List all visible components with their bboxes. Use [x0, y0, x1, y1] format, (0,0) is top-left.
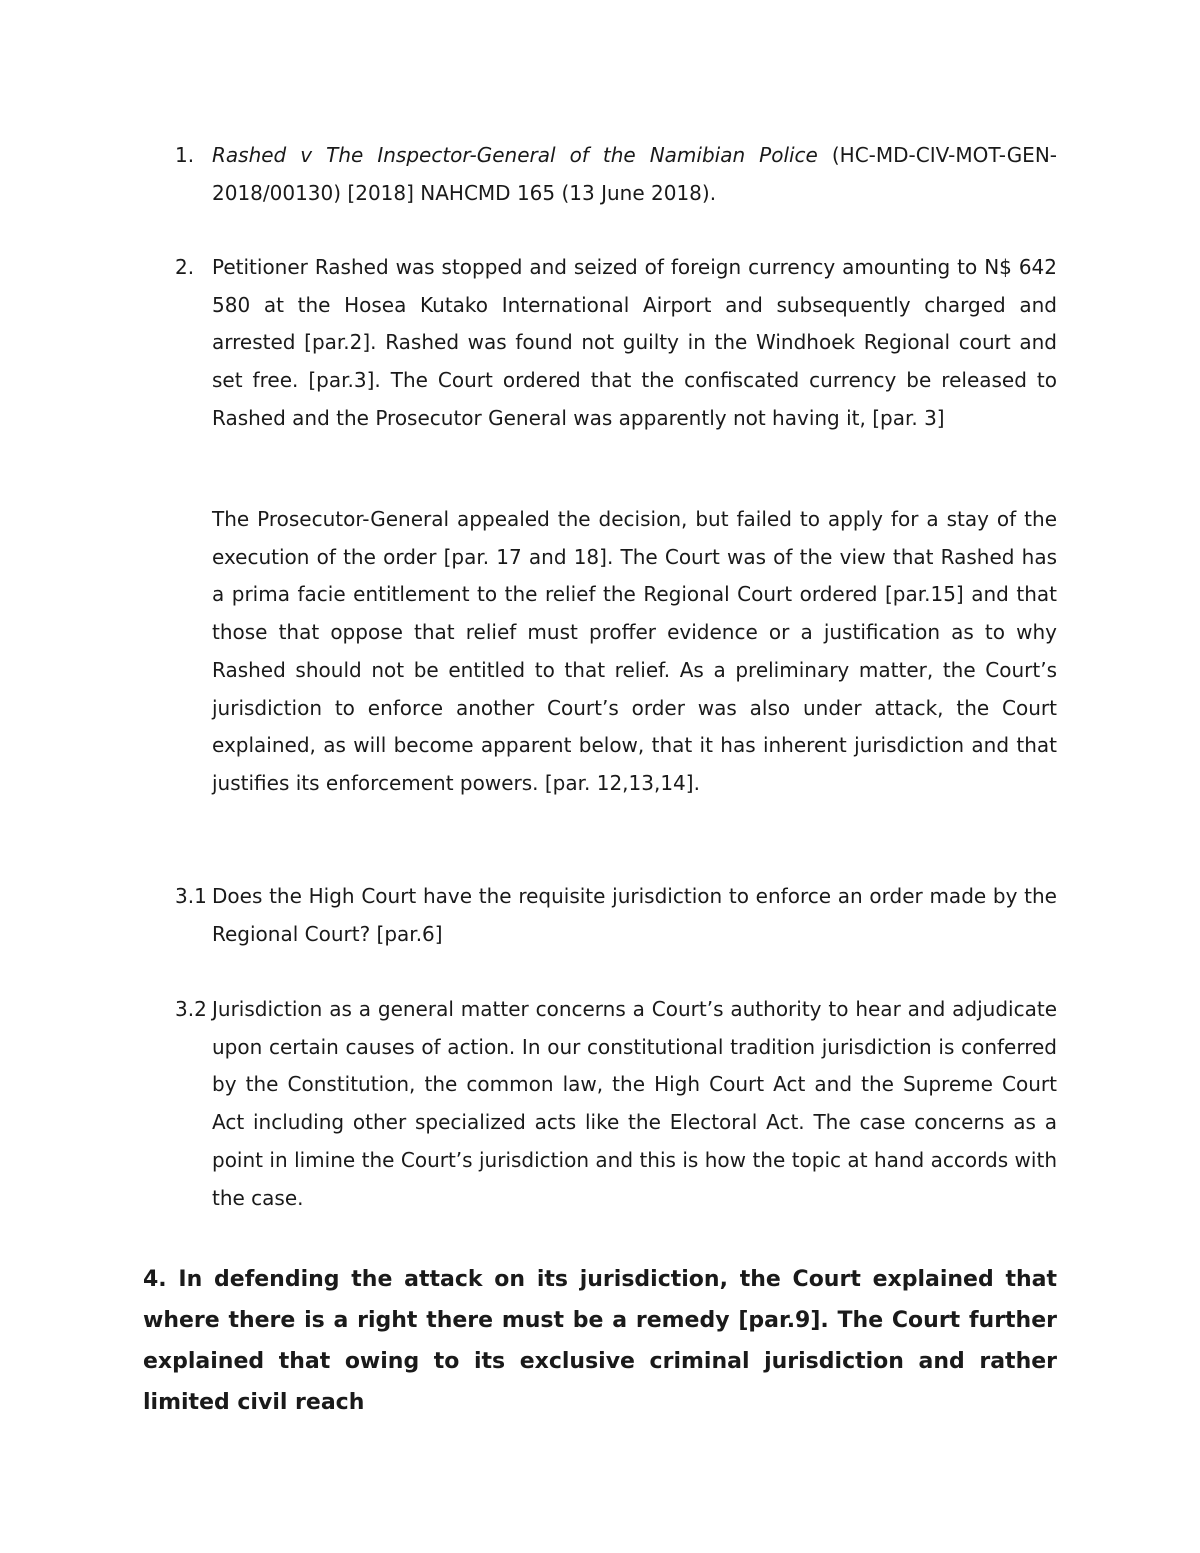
list-item-body	[212, 137, 1057, 212]
list-item-2	[175, 249, 1057, 438]
list-item-body: Jurisdiction as a general matter concerns a Court’s authority to hear and adjudicate upon certain causes of action. In our constitutional tradition jurisdiction is conferred by the Constitution, the common law, the High Court Act and the Supreme Court Act including other specialized acts like the Electoral Act. The case concerns as a point in limine the Court’s jurisdiction and this is how the topic at hand accords with the case.	[212, 997, 1057, 1210]
case-citation: (HC-MD-CIV-MOT-GEN-2018/00130) [2018] NAHCMD 165 (13 June 2018).	[212, 143, 1057, 205]
list-item-3-2	[175, 991, 1057, 1217]
list-item-1	[175, 137, 1057, 212]
paragraph-4: 4. In defending the attack on its jurisdiction, the Court explained that where there is a right there must be a remedy [par.9]. The Court further explained that owing to its exclusive criminal jurisdiction and rather limited civil reach	[143, 1267, 1057, 1415]
list-item-body: Petitioner Rashed was stopped and seized of foreign currency amounting to N$ 642 580 at the Hosea Kutako International Airport and subsequently charged and arrested [par.2]. Rashed was found not guilty in the Windhoek Regional court and set free. [par.3]. The Court ordered that the confiscated currency be released to Rashed and the Prosecutor General was apparently not having it, [par. 3]	[212, 255, 1057, 430]
list-number: 3.1	[175, 884, 207, 908]
list-item-3-1	[175, 878, 1057, 953]
list-number: 1.	[175, 143, 195, 167]
case-title: Rashed v The Inspector-General of the Namibian Police	[212, 143, 818, 167]
list-item-body: Does the High Court have the requisite jurisdiction to enforce an order made by the Regional Court? [par.6]	[212, 884, 1057, 946]
list-number: 3.2	[175, 997, 207, 1021]
paragraph-prosecutor-general: The Prosecutor-General appealed the decision, but failed to apply for a stay of the execution of the order [par. 17 and 18]. The Court was of the view that Rashed has a prima facie entitlement to the relief the Regional Court ordered [par.15] and that those that oppose that relief must proffer evidence or a justification as to why Rashed should not be entitled to that relief. As a preliminary matter, the Court’s jurisdiction to enforce another Court’s order was also under attack, the Court explained, as will become apparent below, that it has inherent jurisdiction and that justifies its enforcement powers. [par. 12,13,14].	[212, 507, 1057, 795]
list-number: 2.	[175, 255, 195, 279]
